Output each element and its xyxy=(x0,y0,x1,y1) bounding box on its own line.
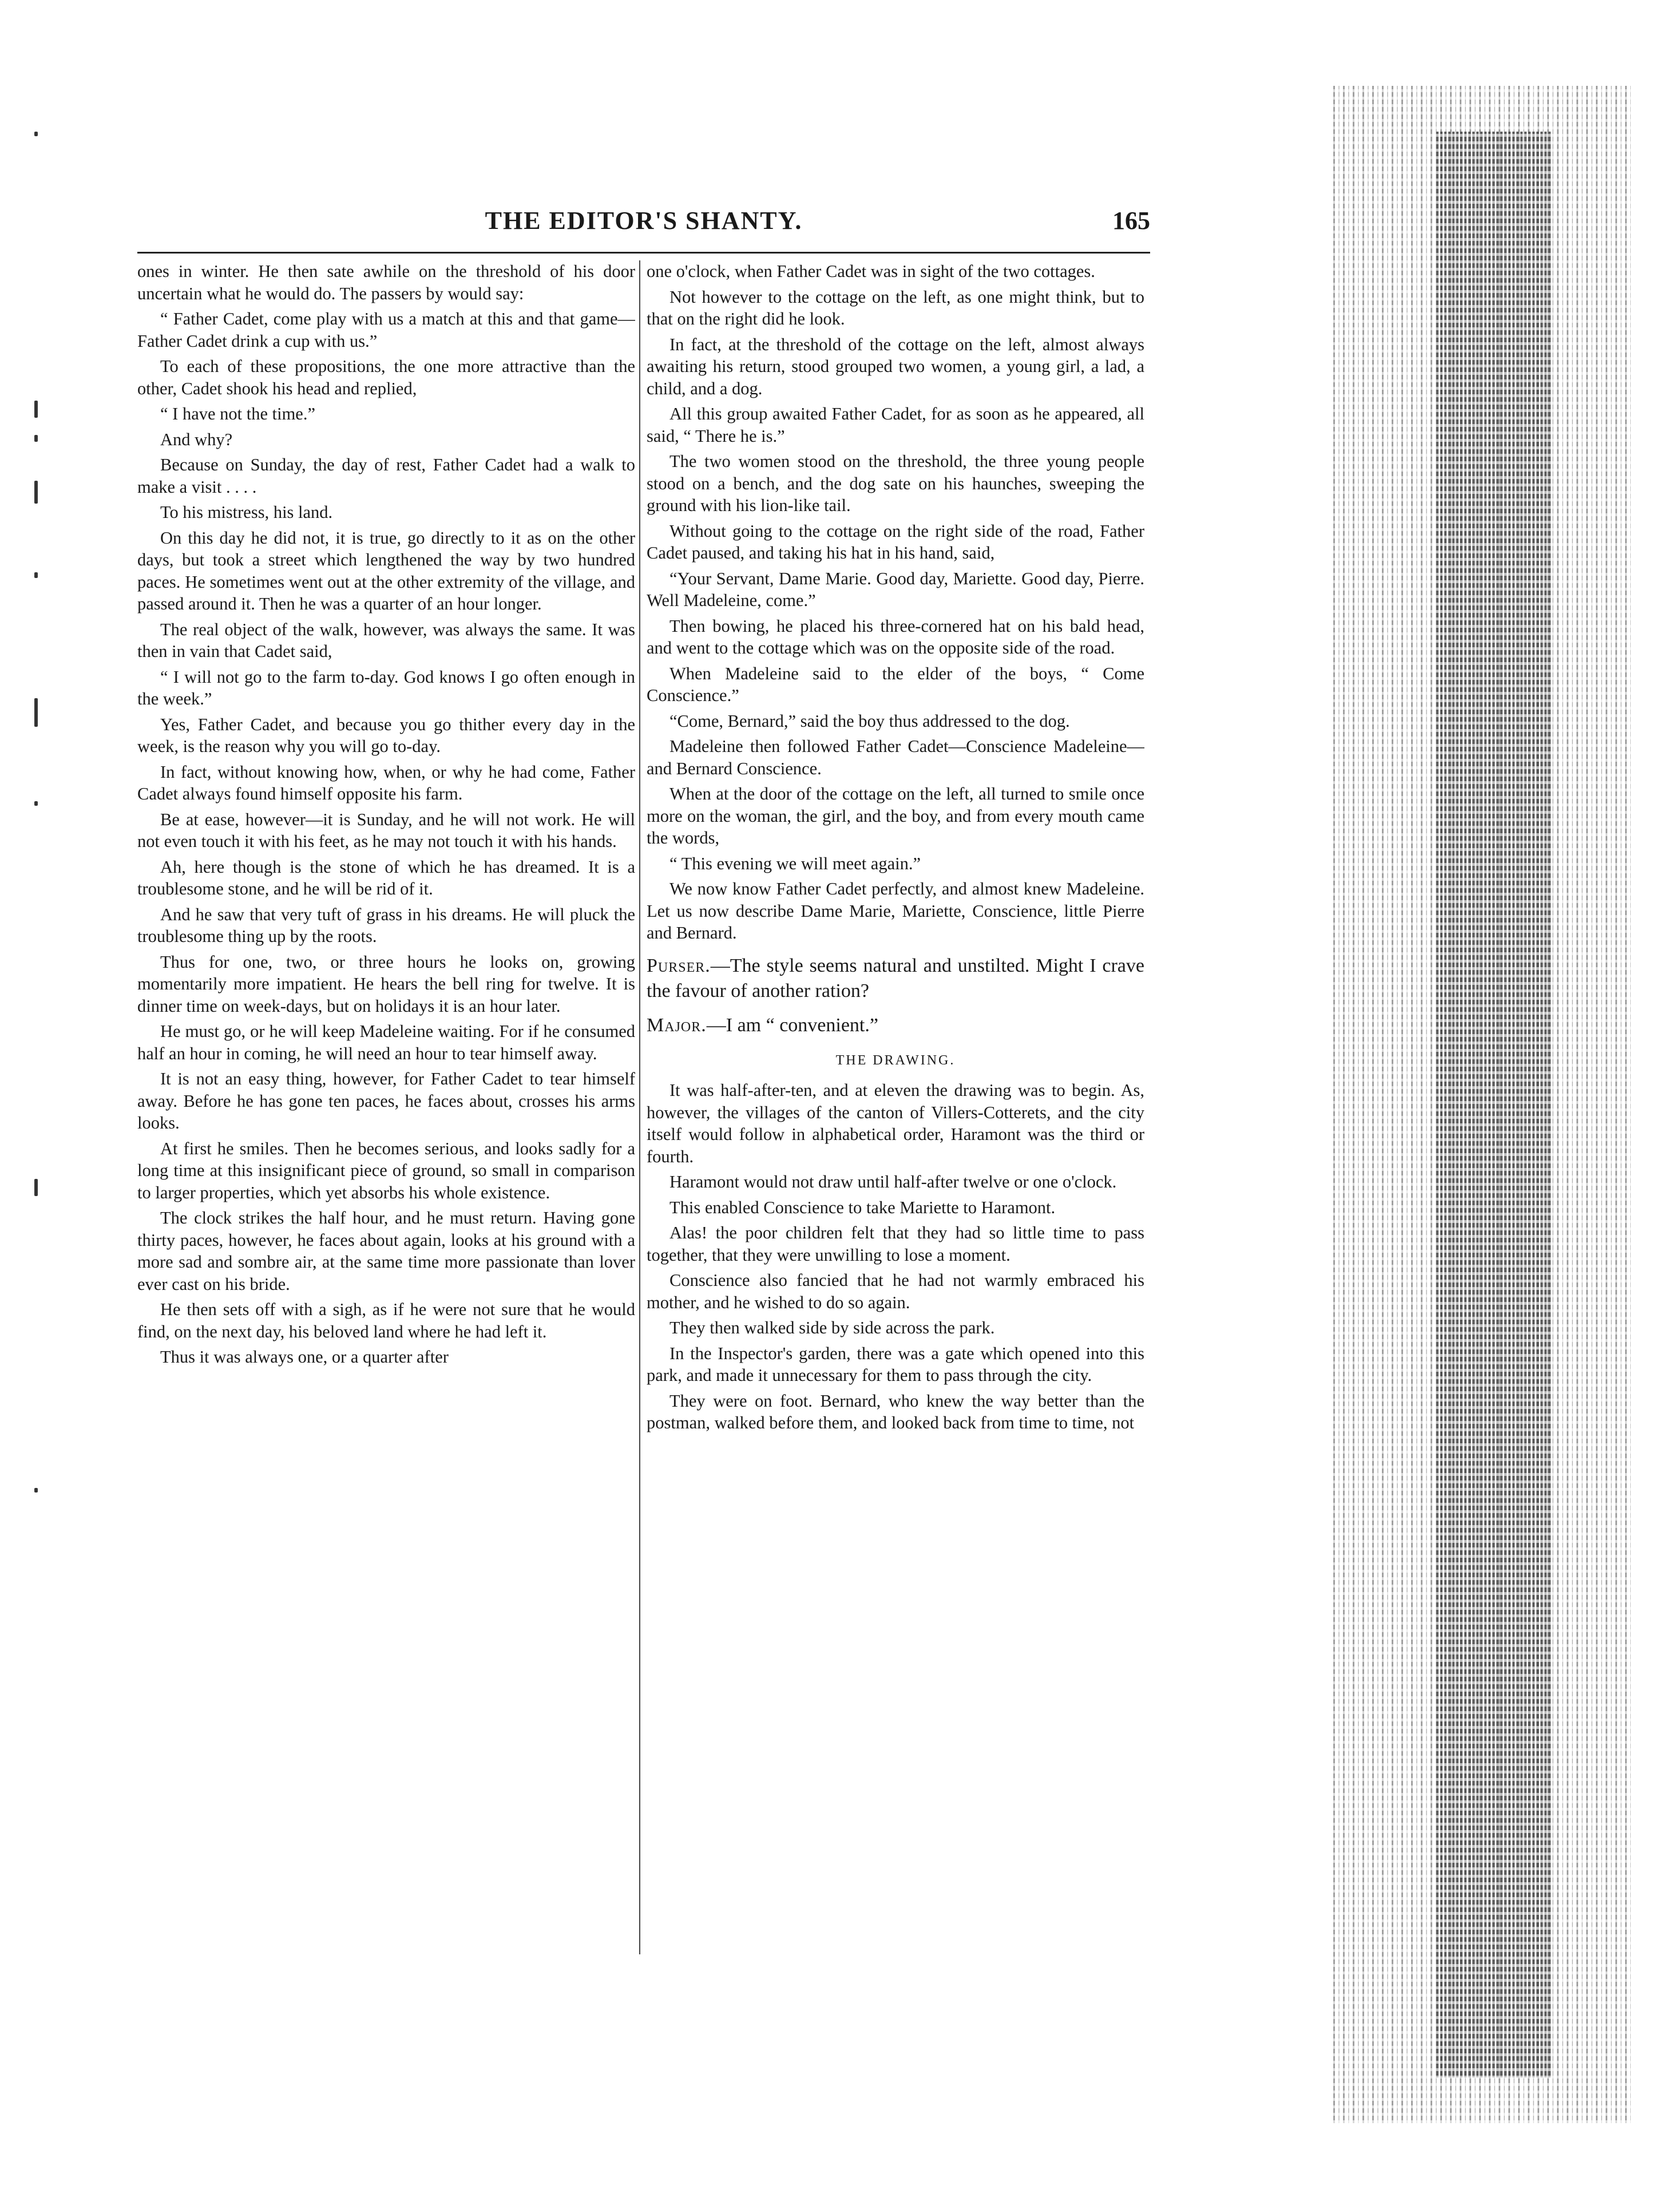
right-text-column xyxy=(647,260,1144,1983)
section-heading: THE DRAWING. xyxy=(835,1052,956,1068)
paragraph: They then walked side by side across the park. xyxy=(669,1318,995,1337)
paragraph: It is not an easy thing, however, for Father Cadet to tear himself away. Before he has gone ten paces, he faces about, crosses his arms looks. xyxy=(137,1069,635,1133)
speaker-name: Purser. xyxy=(647,955,711,976)
paragraph: “ This evening we will meet again.” xyxy=(669,853,921,873)
dialogue-text: —I am “ convenient.” xyxy=(706,1014,878,1036)
paragraph: And why? xyxy=(160,429,233,449)
paragraph: The two women stood on the threshold, the three young people stood on a bench, and the dog sate on his haunches, sweeping the ground with his lion-like tail. xyxy=(647,452,1144,515)
bleed-through-texture xyxy=(1333,86,1631,2123)
paragraph: All this group awaited Father Cadet, for as soon as he appeared, all said, “ There he is.” xyxy=(647,404,1144,446)
paragraph: And he saw that very tuft of grass in his dreams. He will pluck the troublesome thing up by the roots. xyxy=(137,904,635,946)
paragraph: They were on foot. Bernard, who knew the way better than the postman, walked before them, and looked back from time to time, not xyxy=(647,1391,1144,1432)
left-text-column xyxy=(137,260,635,1983)
paragraph: At first he smiles. Then he becomes serious, and looks sadly for a long time at this insignificant piece of ground, so small in comparison to larger properties, which yet absorbs his whole existence. xyxy=(137,1138,635,1202)
paragraph: one o'clock, when Father Cadet was in sight of the two cottages. xyxy=(647,262,1095,281)
paragraph: “Your Servant, Dame Marie. Good day, Mariette. Good day, Pierre. Well Madeleine, come.” xyxy=(647,568,1144,610)
paragraph: Thus it was always one, or a quarter after xyxy=(160,1347,449,1367)
margin-speck xyxy=(34,401,38,418)
column-divider xyxy=(639,260,640,1954)
paragraph: In fact, at the threshold of the cottage on the left, almost always awaiting his return, stood grouped two women, a young girl, a lad, a child, and a dog. xyxy=(647,334,1144,398)
bleed-through-margin xyxy=(1333,86,1631,2123)
margin-speck xyxy=(34,481,38,504)
paragraph: Yes, Father Cadet, and because you go thither every day in the week, is the reason why you will go to-day. xyxy=(137,714,635,756)
paragraph: The clock strikes the half hour, and he must return. Having gone thirty paces, however, he faces about again, looks at his ground with a more sad and sombre air, at the same time more passionate than lover ever cast on his bride. xyxy=(137,1208,635,1294)
right-column-paragraphs xyxy=(647,260,1144,944)
running-title: THE EDITOR'S SHANTY. xyxy=(485,207,803,235)
paragraph: Conscience also fancied that he had not warmly embraced his mother, and he wished to do so again. xyxy=(647,1270,1144,1312)
paragraph: Because on Sunday, the day of rest, Father Cadet had a walk to make a visit . . . . xyxy=(137,455,635,497)
paragraph: On this day he did not, it is true, go directly to it as on the other days, but took a street which lengthened the way by two hundred paces. He sometimes went out at the other extremity of the village, and passed around it. Then he was a quarter of an hour longer. xyxy=(137,528,635,613)
paragraph: “Come, Bernard,” said the boy thus addressed to the dog. xyxy=(669,711,1070,731)
paragraph: In fact, without knowing how, when, or why he had come, Father Cadet always found himself opposite his farm. xyxy=(137,762,635,803)
paragraph: In the Inspector's garden, there was a gate which opened into this park, and made it unnecessary for them to pass through the city. xyxy=(647,1343,1144,1385)
paragraph: He then sets off with a sigh, as if he were not sure that he would find, on the next day, his beloved land where he had left it. xyxy=(137,1300,635,1341)
margin-speck xyxy=(34,801,38,806)
paragraph: Madeleine then followed Father Cadet—Conscience Madeleine—and Bernard Conscience. xyxy=(647,737,1144,778)
dialogue-purser xyxy=(647,953,1144,1004)
paragraph: The real object of the walk, however, was always the same. It was then in vain that Cadet said, xyxy=(137,619,635,661)
paragraph: Not however to the cottage on the left, as one might think, but to that on the right did he look. xyxy=(647,287,1144,328)
margin-speck xyxy=(34,132,38,136)
margin-speck xyxy=(34,435,38,442)
paragraph: When at the door of the cottage on the left, all turned to smile once more on the woman, the girl, and the boy, and from every mouth came the words, xyxy=(647,784,1144,848)
paragraph: It was half-after-ten, and at eleven the drawing was to begin. As, however, the villages of the canton of Villers-Cotterets, and the city itself would follow in alphabetical order, Haramont was the third or fourth. xyxy=(647,1080,1144,1166)
margin-speck xyxy=(34,572,38,578)
margin-speck xyxy=(34,698,38,727)
paragraph: We now know Father Cadet perfectly, and almost knew Madeleine. Let us now describe Dame Marie, Mariette, Conscience, little Pierre and Bernard. xyxy=(647,879,1144,943)
paragraph: Haramont would not draw until half-after twelve or one o'clock. xyxy=(669,1172,1117,1191)
margin-speck xyxy=(34,1488,38,1493)
dialogue-major xyxy=(647,1013,1144,1038)
paragraph: Then bowing, he placed his three-cornered hat on his bald head, and went to the cottage which was on the opposite side of the road. xyxy=(647,616,1144,658)
paragraph: “ Father Cadet, come play with us a match at this and that game—Father Cadet drink a cup with us.” xyxy=(137,309,635,351)
margin-speck xyxy=(34,1179,38,1196)
paragraph: ones in winter. He then sate awhile on the threshold of his door uncertain what he would do. The passers by would say: xyxy=(137,262,635,303)
paragraph: Without going to the cottage on the right side of the road, Father Cadet paused, and taking his hat in his hand, said, xyxy=(647,521,1144,563)
paragraph: To his mistress, his land. xyxy=(160,502,333,522)
paragraph: “ I have not the time.” xyxy=(160,404,316,423)
paragraph: When Madeleine said to the elder of the boys, “ Come Conscience.” xyxy=(647,663,1144,705)
paragraph: Ah, here though is the stone of which he has dreamed. It is a troublesome stone, and he will be rid of it. xyxy=(137,857,635,898)
paragraph: He must go, or he will keep Madeleine waiting. For if he consumed half an hour in coming, he will need an hour to tear himself away. xyxy=(137,1022,635,1063)
running-head xyxy=(137,200,1150,254)
left-margin-marks xyxy=(34,114,69,1831)
paragraph: Be at ease, however—it is Sunday, and he will not work. He will not even touch it with his feet, as he may not touch it with his hands. xyxy=(137,809,635,851)
paragraph: “ I will not go to the farm to-day. God knows I go often enough in the week.” xyxy=(137,667,635,708)
speaker-name: Major. xyxy=(647,1014,707,1036)
paragraph: This enabled Conscience to take Mariette to Haramont. xyxy=(669,1197,1056,1217)
paragraph: Thus for one, two, or three hours he looks on, growing momentarily more impatient. He hears the bell ring for twelve. It is dinner time on week-days, but on holidays it is an hour later. xyxy=(137,952,635,1016)
right-column-section-paragraphs xyxy=(647,1079,1144,1434)
dialogue-text: —The style seems natural and unstilted. Might I crave the favour of another ration? xyxy=(647,955,1144,1001)
paragraph: To each of these propositions, the one more attractive than the other, Cadet shook his head and replied, xyxy=(137,357,635,398)
paragraph: Alas! the poor children felt that they had so little time to pass together, that they were unwilling to lose a moment. xyxy=(647,1223,1144,1265)
page-number: 165 xyxy=(1112,207,1150,235)
